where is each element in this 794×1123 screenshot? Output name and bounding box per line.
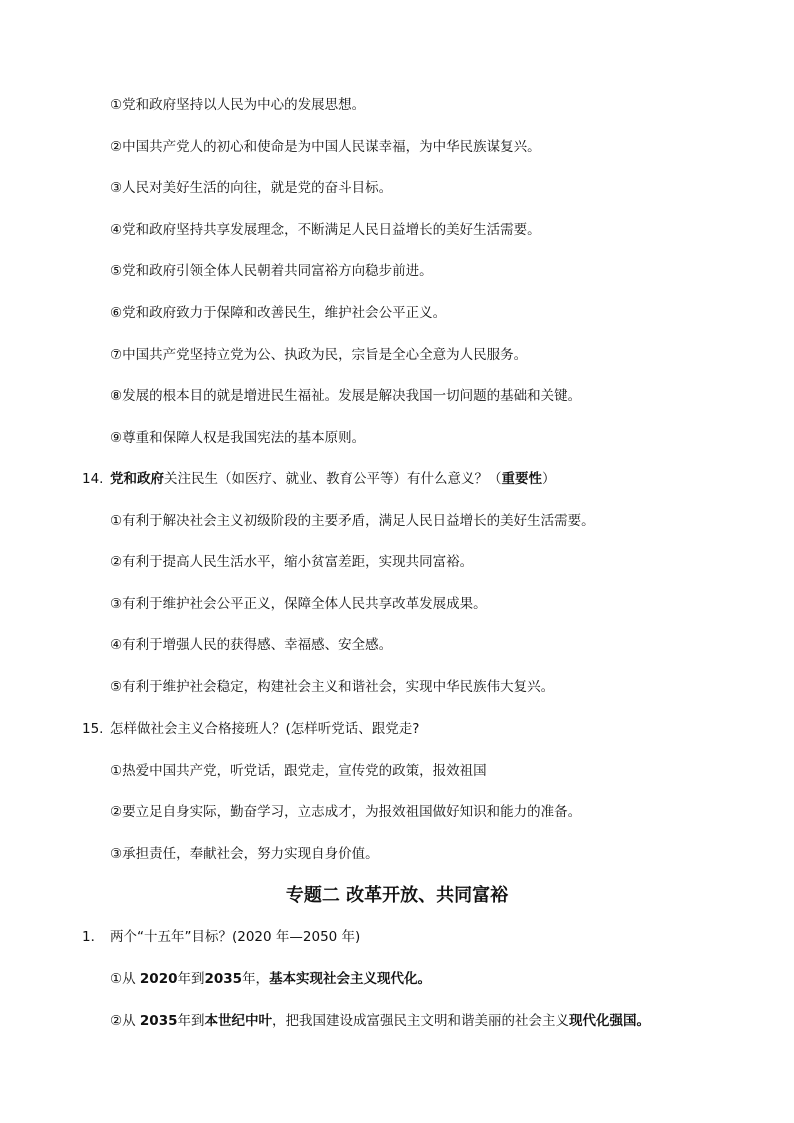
list-item: ③有利于维护社会公平正义，保障全体人民共享改革发展成果。 bbox=[110, 596, 487, 612]
question-text: 怎样做社会主义合格接班人？(怎样听党话、跟党走? bbox=[110, 721, 420, 737]
list-item: ①热爱中国共产党，听党话，跟党走，宣传党的政策，报效祖国 bbox=[110, 763, 487, 779]
list-item: ①有利于解决社会主义初级阶段的主要矛盾，满足人民日益增长的美好生活需要。 bbox=[110, 513, 595, 529]
item-emphasis: 现代化强国。 bbox=[568, 1013, 650, 1029]
item-year: 2020 bbox=[139, 971, 178, 987]
list-item: ⑤党和政府引领全体人民朝着共同富裕方向稳步前进。 bbox=[110, 263, 433, 279]
question-number: 1． bbox=[82, 929, 105, 945]
list-item bbox=[110, 1012, 650, 1030]
item-emphasis: 本世纪中叶 bbox=[204, 1013, 272, 1029]
question-text: 关注民生（如医疗、就业、教育公平等）有什么意义？（ bbox=[164, 471, 502, 487]
list-item: ④党和政府坚持共享发展理念，不断满足人民日益增长的美好生活需要。 bbox=[110, 222, 541, 238]
list-item: ⑥党和政府致力于保障和改善民生，维护社会公平正义。 bbox=[110, 305, 447, 321]
topic2-question-1 bbox=[82, 928, 360, 946]
item-year: 2035 bbox=[204, 971, 243, 987]
item-emphasis: 基本实现社会主义现代化。 bbox=[269, 971, 432, 987]
item-text: 年到 bbox=[177, 1013, 205, 1029]
question-number: 15. bbox=[82, 721, 104, 737]
list-item: ⑨尊重和保障人权是我国宪法的基本原则。 bbox=[110, 430, 366, 446]
list-item: ②要立足自身实际，勤奋学习，立志成才，为报效祖国做好知识和能力的准备。 bbox=[110, 804, 582, 820]
list-item: ⑦中国共产党坚持立党为公、执政为民，宗旨是全心全意为人民服务。 bbox=[110, 347, 528, 363]
list-item: ②中国共产党人的初心和使命是为中国人民谋幸福，为中华民族谋复兴。 bbox=[110, 139, 541, 155]
list-item: ②有利于提高人民生活水平，缩小贫富差距，实现共同富裕。 bbox=[110, 554, 474, 570]
question-tail: ） bbox=[542, 471, 556, 487]
list-item bbox=[110, 970, 431, 988]
list-item: ⑧发展的根本目的就是增进民生福祉。发展是解决我国一切问题的基础和关键。 bbox=[110, 388, 582, 404]
list-item: ④有利于增强人民的获得感、幸福感、安全感。 bbox=[110, 637, 393, 653]
item-text: ②从 bbox=[110, 1013, 140, 1029]
question-emphasis: 党和政府 bbox=[110, 471, 164, 487]
question-15 bbox=[82, 720, 419, 738]
item-text: 年到 bbox=[177, 971, 205, 987]
item-year: 2035 bbox=[139, 1013, 178, 1029]
list-item: ③人民对美好生活的向往，就是党的奋斗目标。 bbox=[110, 180, 393, 196]
list-item: ⑤有利于维护社会稳定，构建社会主义和谐社会，实现中华民族伟大复兴。 bbox=[110, 679, 555, 695]
section-heading: 专题二 改革开放、共同富裕 bbox=[285, 885, 509, 906]
question-number: 14. bbox=[82, 471, 104, 487]
list-item: ①党和政府坚持以人民为中心的发展思想。 bbox=[110, 97, 366, 113]
item-text: ①从 bbox=[110, 971, 140, 987]
question-tag: 重要性 bbox=[501, 471, 542, 487]
list-item: ③承担责任，奉献社会，努力实现自身价值。 bbox=[110, 846, 379, 862]
item-text: 年， bbox=[242, 971, 270, 987]
question-14 bbox=[82, 470, 556, 488]
item-text: ，把我国建设成富强民主文明和谐美丽的社会主义 bbox=[271, 1013, 569, 1029]
question-text: 两个“十五年”目标？(2020 年—2050 年) bbox=[110, 929, 361, 945]
